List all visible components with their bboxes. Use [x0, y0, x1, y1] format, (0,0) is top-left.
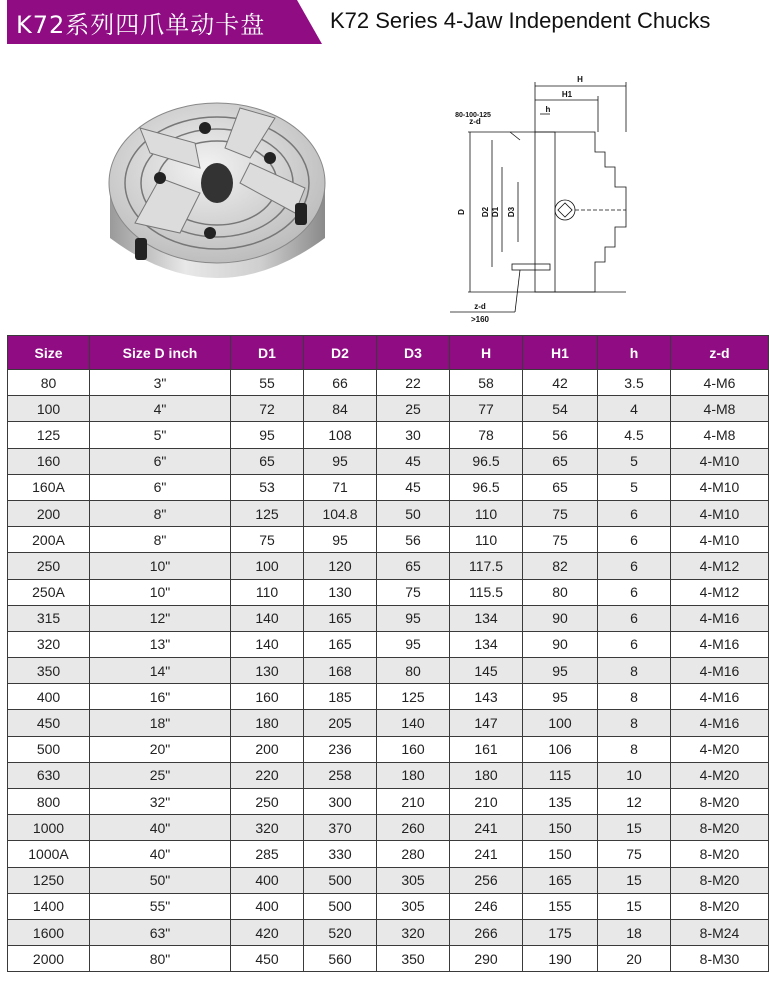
chuck-product-photo [100, 88, 335, 308]
table-cell: 3" [90, 370, 231, 396]
table-cell: 165 [304, 631, 377, 657]
table-cell: 4-M20 [671, 762, 769, 788]
table-cell: 6 [598, 527, 671, 553]
column-header: H1 [523, 336, 598, 370]
table-cell: 140 [377, 710, 450, 736]
table-cell: 40" [90, 841, 231, 867]
table-cell: 71 [304, 474, 377, 500]
table-cell: 40" [90, 815, 231, 841]
table-cell: 160 [231, 684, 304, 710]
table-cell: 200A [8, 527, 90, 553]
table-cell: 305 [377, 893, 450, 919]
svg-text:80-100-125: 80-100-125 [455, 112, 491, 119]
table-cell: 330 [304, 841, 377, 867]
column-header: z-d [671, 336, 769, 370]
table-cell: 95 [377, 605, 450, 631]
table-cell: 250 [8, 553, 90, 579]
table-cell: 6" [90, 474, 231, 500]
table-cell: 104.8 [304, 500, 377, 526]
svg-text:D: D [457, 209, 466, 215]
table-cell: 250 [231, 789, 304, 815]
table-cell: 200 [8, 500, 90, 526]
table-cell: 185 [304, 684, 377, 710]
table-cell: 90 [523, 605, 598, 631]
table-row [8, 553, 769, 579]
svg-text:h: h [545, 105, 551, 114]
table-cell: 77 [450, 396, 523, 422]
table-cell: 6" [90, 448, 231, 474]
table-cell: 30 [377, 422, 450, 448]
table-cell: 8-M20 [671, 893, 769, 919]
table-cell: 180 [377, 762, 450, 788]
table-cell: 106 [523, 736, 598, 762]
table-cell: 32" [90, 789, 231, 815]
table-cell: 65 [523, 448, 598, 474]
table-cell: 350 [377, 946, 450, 972]
svg-text:H: H [577, 75, 583, 84]
table-cell: 80 [523, 579, 598, 605]
column-header: D1 [231, 336, 304, 370]
table-cell: 6 [598, 500, 671, 526]
table-cell: 400 [231, 867, 304, 893]
table-row [8, 841, 769, 867]
table-cell: 800 [8, 789, 90, 815]
table-cell: 55" [90, 893, 231, 919]
table-cell: 145 [450, 658, 523, 684]
table-row [8, 919, 769, 945]
table-cell: 8 [598, 684, 671, 710]
table-cell: 8-M20 [671, 841, 769, 867]
table-cell: 75 [377, 579, 450, 605]
table-row [8, 579, 769, 605]
table-cell: 8 [598, 658, 671, 684]
table-cell: 210 [377, 789, 450, 815]
table-cell: 4-M16 [671, 631, 769, 657]
column-header: D2 [304, 336, 377, 370]
table-cell: 8" [90, 527, 231, 553]
table-cell: 6 [598, 579, 671, 605]
table-cell: 10 [598, 762, 671, 788]
table-cell: 1400 [8, 893, 90, 919]
table-cell: 56 [377, 527, 450, 553]
table-cell: 150 [523, 815, 598, 841]
table-cell: 95 [304, 448, 377, 474]
column-header: D3 [377, 336, 450, 370]
table-cell: 18" [90, 710, 231, 736]
table-cell: 250A [8, 579, 90, 605]
table-cell: 82 [523, 553, 598, 579]
table-row [8, 867, 769, 893]
table-cell: 135 [523, 789, 598, 815]
table-cell: 108 [304, 422, 377, 448]
table-cell: 140 [231, 631, 304, 657]
table-cell: 160 [8, 448, 90, 474]
table-cell: 4-M10 [671, 474, 769, 500]
table-cell: 4.5 [598, 422, 671, 448]
table-cell: 120 [304, 553, 377, 579]
table-cell: 45 [377, 474, 450, 500]
table-cell: 236 [304, 736, 377, 762]
table-cell: 246 [450, 893, 523, 919]
svg-text:H1: H1 [561, 90, 573, 99]
table-cell: 115.5 [450, 579, 523, 605]
table-cell: 130 [231, 658, 304, 684]
svg-text:D2: D2 [481, 206, 490, 218]
column-header: Size [8, 336, 90, 370]
table-cell: 110 [450, 500, 523, 526]
table-cell: 280 [377, 841, 450, 867]
svg-text:z-d: z-d [469, 117, 481, 126]
table-cell: 54 [523, 396, 598, 422]
table-cell: 450 [8, 710, 90, 736]
table-cell: 45 [377, 448, 450, 474]
table-cell: 4-M16 [671, 684, 769, 710]
table-cell: 20 [598, 946, 671, 972]
table-cell: 220 [231, 762, 304, 788]
table-cell: 117.5 [450, 553, 523, 579]
table-row [8, 422, 769, 448]
table-cell: 20" [90, 736, 231, 762]
table-cell: 4" [90, 396, 231, 422]
table-cell: 8-M20 [671, 815, 769, 841]
table-cell: 630 [8, 762, 90, 788]
table-cell: 143 [450, 684, 523, 710]
table-cell: 75 [231, 527, 304, 553]
table-cell: 4-M16 [671, 605, 769, 631]
table-cell: 84 [304, 396, 377, 422]
table-cell: 55 [231, 370, 304, 396]
table-cell: 1000 [8, 815, 90, 841]
table-cell: 80 [377, 658, 450, 684]
table-row [8, 474, 769, 500]
title-chinese: K72系列四爪单动卡盘 [16, 11, 266, 39]
table-cell: 110 [450, 527, 523, 553]
specification-table [7, 335, 769, 972]
table-cell: 180 [450, 762, 523, 788]
table-cell: 175 [523, 919, 598, 945]
table-cell: 241 [450, 841, 523, 867]
table-cell: 560 [304, 946, 377, 972]
svg-text:>160: >160 [470, 315, 490, 324]
table-cell: 290 [450, 946, 523, 972]
table-cell: 155 [523, 893, 598, 919]
table-cell: 320 [231, 815, 304, 841]
table-cell: 450 [231, 946, 304, 972]
table-cell: 168 [304, 658, 377, 684]
table-cell: 8-M30 [671, 946, 769, 972]
table-cell: 25 [377, 396, 450, 422]
table-cell: 3.5 [598, 370, 671, 396]
table-cell: 4-M12 [671, 579, 769, 605]
table-cell: 125 [231, 500, 304, 526]
table-cell: 78 [450, 422, 523, 448]
table-cell: 125 [377, 684, 450, 710]
table-cell: 125 [8, 422, 90, 448]
table-cell: 8 [598, 736, 671, 762]
table-cell: 1600 [8, 919, 90, 945]
table-cell: 96.5 [450, 474, 523, 500]
table-row [8, 946, 769, 972]
table-row [8, 684, 769, 710]
table-cell: 370 [304, 815, 377, 841]
table-header-row [8, 336, 769, 370]
table-cell: 58 [450, 370, 523, 396]
table-cell: 25" [90, 762, 231, 788]
svg-text:D3: D3 [507, 206, 516, 218]
table-cell: 72 [231, 396, 304, 422]
table-cell: 260 [377, 815, 450, 841]
table-cell: 4-M12 [671, 553, 769, 579]
table-row [8, 500, 769, 526]
table-cell: 6 [598, 631, 671, 657]
table-row [8, 605, 769, 631]
table-cell: 100 [523, 710, 598, 736]
table-row [8, 710, 769, 736]
table-cell: 266 [450, 919, 523, 945]
table-cell: 420 [231, 919, 304, 945]
table-cell: 350 [8, 658, 90, 684]
table-cell: 4-M8 [671, 422, 769, 448]
table-cell: 18 [598, 919, 671, 945]
table-cell: 4-M10 [671, 500, 769, 526]
table-row [8, 893, 769, 919]
table-cell: 8-M24 [671, 919, 769, 945]
table-cell: 140 [231, 605, 304, 631]
table-cell: 75 [523, 500, 598, 526]
table-cell: 75 [523, 527, 598, 553]
table-cell: 100 [8, 396, 90, 422]
table-cell: 160 [377, 736, 450, 762]
table-cell: 10" [90, 579, 231, 605]
table-cell: 305 [377, 867, 450, 893]
table-cell: 100 [231, 553, 304, 579]
table-cell: 5 [598, 474, 671, 500]
table-row [8, 396, 769, 422]
svg-text:z-d: z-d [474, 302, 486, 311]
table-cell: 80 [8, 370, 90, 396]
table-cell: 15 [598, 815, 671, 841]
table-cell: 96.5 [450, 448, 523, 474]
table-cell: 520 [304, 919, 377, 945]
table-cell: 95 [377, 631, 450, 657]
table-cell: 42 [523, 370, 598, 396]
table-row [8, 448, 769, 474]
table-cell: 115 [523, 762, 598, 788]
table-cell: 12" [90, 605, 231, 631]
table-cell: 8-M20 [671, 867, 769, 893]
table-cell: 4 [598, 396, 671, 422]
table-cell: 15 [598, 893, 671, 919]
svg-text:D1: D1 [491, 206, 500, 218]
table-cell: 205 [304, 710, 377, 736]
table-cell: 65 [523, 474, 598, 500]
table-cell: 65 [377, 553, 450, 579]
table-cell: 320 [8, 631, 90, 657]
table-cell: 5 [598, 448, 671, 474]
table-cell: 190 [523, 946, 598, 972]
table-cell: 134 [450, 605, 523, 631]
table-cell: 1000A [8, 841, 90, 867]
table-cell: 90 [523, 631, 598, 657]
table-row [8, 370, 769, 396]
table-cell: 4-M10 [671, 527, 769, 553]
table-cell: 56 [523, 422, 598, 448]
table-cell: 15 [598, 867, 671, 893]
table-cell: 4-M16 [671, 658, 769, 684]
table-cell: 50" [90, 867, 231, 893]
table-cell: 134 [450, 631, 523, 657]
table-cell: 400 [231, 893, 304, 919]
table-row [8, 789, 769, 815]
table-cell: 130 [304, 579, 377, 605]
table-cell: 95 [523, 684, 598, 710]
column-header: H [450, 336, 523, 370]
title-english: K72 Series 4-Jaw Independent Chucks [330, 8, 711, 33]
table-cell: 80" [90, 946, 231, 972]
table-cell: 160A [8, 474, 90, 500]
table-cell: 8-M20 [671, 789, 769, 815]
table-cell: 66 [304, 370, 377, 396]
chuck-technical-drawing [440, 62, 640, 332]
table-cell: 200 [231, 736, 304, 762]
table-cell: 256 [450, 867, 523, 893]
table-cell: 95 [304, 527, 377, 553]
table-cell: 6 [598, 605, 671, 631]
table-cell: 110 [231, 579, 304, 605]
table-cell: 8 [598, 710, 671, 736]
table-cell: 4-M20 [671, 736, 769, 762]
table-cell: 95 [523, 658, 598, 684]
table-cell: 4-M8 [671, 396, 769, 422]
table-cell: 50 [377, 500, 450, 526]
table-row [8, 762, 769, 788]
table-cell: 63" [90, 919, 231, 945]
table-row [8, 815, 769, 841]
table-cell: 500 [304, 867, 377, 893]
table-cell: 2000 [8, 946, 90, 972]
table-cell: 147 [450, 710, 523, 736]
table-cell: 320 [377, 919, 450, 945]
table-cell: 500 [8, 736, 90, 762]
table-cell: 315 [8, 605, 90, 631]
column-header: h [598, 336, 671, 370]
table-cell: 16" [90, 684, 231, 710]
table-cell: 161 [450, 736, 523, 762]
table-cell: 10" [90, 553, 231, 579]
table-cell: 4-M10 [671, 448, 769, 474]
table-cell: 6 [598, 553, 671, 579]
table-cell: 53 [231, 474, 304, 500]
table-cell: 75 [598, 841, 671, 867]
table-cell: 258 [304, 762, 377, 788]
table-cell: 165 [304, 605, 377, 631]
table-cell: 95 [231, 422, 304, 448]
table-cell: 500 [304, 893, 377, 919]
table-cell: 4-M16 [671, 710, 769, 736]
table-row [8, 527, 769, 553]
table-cell: 180 [231, 710, 304, 736]
table-cell: 1250 [8, 867, 90, 893]
table-cell: 5" [90, 422, 231, 448]
table-cell: 300 [304, 789, 377, 815]
table-cell: 285 [231, 841, 304, 867]
table-cell: 400 [8, 684, 90, 710]
table-row [8, 631, 769, 657]
table-cell: 4-M6 [671, 370, 769, 396]
table-cell: 241 [450, 815, 523, 841]
table-cell: 150 [523, 841, 598, 867]
table-cell: 14" [90, 658, 231, 684]
table-cell: 165 [523, 867, 598, 893]
table-cell: 12 [598, 789, 671, 815]
table-cell: 13" [90, 631, 231, 657]
table-cell: 22 [377, 370, 450, 396]
table-cell: 210 [450, 789, 523, 815]
table-row [8, 658, 769, 684]
table-cell: 8" [90, 500, 231, 526]
column-header: Size D inch [90, 336, 231, 370]
table-cell: 65 [231, 448, 304, 474]
table-row [8, 736, 769, 762]
